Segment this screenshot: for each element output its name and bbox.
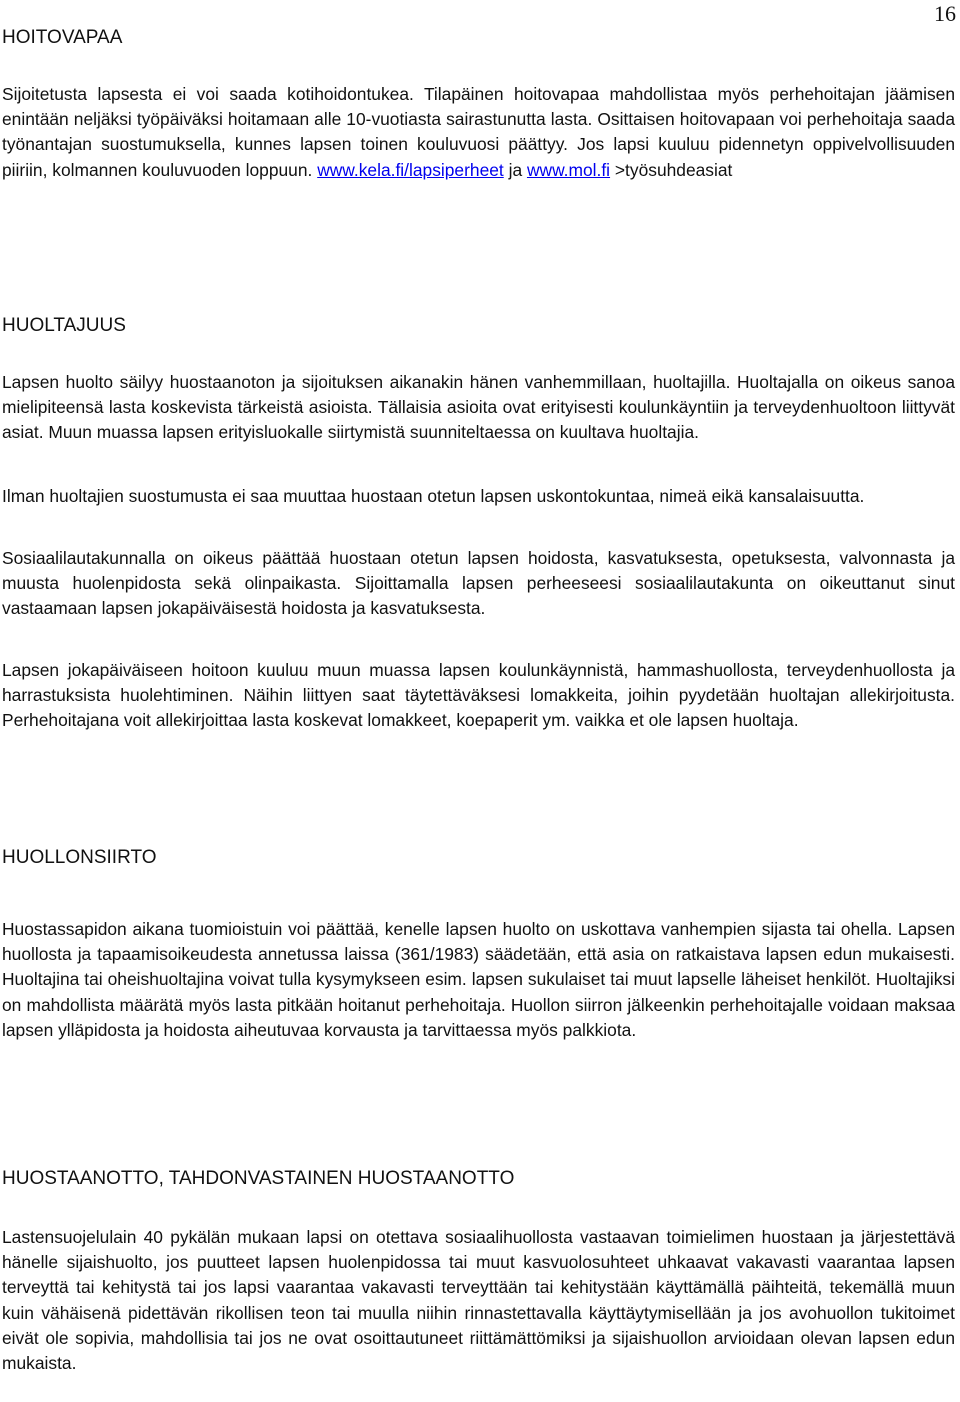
- section-heading-hoitovapaa: HOITOVAPAA: [2, 27, 123, 48]
- link-kela[interactable]: www.kela.fi/lapsiperheet: [317, 159, 504, 180]
- paragraph-text-suffix: >työsuhdeasiat: [610, 159, 733, 180]
- section-heading-huollonsiirto: HUOLLONSIIRTO: [2, 847, 157, 868]
- paragraph-huoltajuus-4: Lapsen jokapäiväiseen hoitoon kuuluu muun muassa lapsen koulunkäynnistä, hammashuollosta, terveydenhuollosta ja harrastuksista huolehtiminen. Näihin liittyen saat täytettäväksesi lomakkeita, joihin pyydetään huoltajan allekirjoitusta. Perhehoitajana voit allekirjoittaa lasta koskevat lomakkeet, koepaperit ym. vaikka et ole lapsen huoltaja.: [2, 660, 955, 731]
- section-heading-huoltajuus: HUOLTAJUUS: [2, 315, 126, 336]
- paragraph-huoltajuus-1: Lapsen huolto säilyy huostaanoton ja sijoituksen aikanakin hänen vanhemmillaan, huoltajilla. Huoltajalla on oikeus sanoa mielipiteensä lasta koskevista tärkeistä asioista. Tällaisia asioita ovat erityisesti koulunkäyntiin ja terveydenhuoltoon liittyvät asiat. Muun muassa lapsen erityisluokalle siirtymistä suunniteltaessa on kuultava huoltajia.: [2, 372, 955, 443]
- paragraph-huoltajuus-3: Sosiaalilautakunnalla on oikeus päättää huostaan otetun lapsen hoidosta, kasvatuksesta, opetuksesta, valvonnasta ja muusta huolenpidosta sekä olinpaikasta. Sijoittamalla lapsen perheeseesi sosiaalilautakunta on oikeuttanut sinut vastaamaan lapsen jokapäiväisestä hoidosta ja kasvatuksesta.: [2, 548, 955, 619]
- paragraph-huostaanotto: Lastensuojelulain 40 pykälän mukaan lapsi on otettava sosiaalihuollosta vastaavan toimielimen huostaan ja järjestettävä hänelle sijaishuolto, jos puutteet lapsen huolenpidossa tai muut kasvuolosuhteet uhkaavat vakavasti vaarantaa lapsen terveyttä tai kehitystä tai jos lapsi vaarantaa vakavasti terveyttään tai kehitystään käyttämällä päihteitä, tekemällä muun kuin vähäisenä pidettävän rikollisen teon tai muulla niihin rinnastettavalla käyttäytymisellään ja jos avohuollon tukitoimet eivät ole sopivia, mahdollisia tai jos ne ovat osoittautuneet riittämättömiksi ja sijaishuollon arvioidaan olevan lapsen edun mukaista.: [2, 1227, 955, 1374]
- paragraph-hoitovapaa: [2, 82, 955, 183]
- section-heading-huostaanotto: HUOSTAANOTTO, TAHDONVASTAINEN HUOSTAANOTTO: [2, 1168, 515, 1189]
- paragraph-huoltajuus-2: Ilman huoltajien suostumusta ei saa muuttaa huostaan otetun lapsen uskontokuntaa, nimeä eikä kansalaisuutta.: [2, 486, 865, 506]
- page-number: 16: [934, 1, 956, 26]
- paragraph-text-connector: ja: [503, 159, 527, 180]
- paragraph-huollonsiirto: Huostassapidon aikana tuomioistuin voi päättää, kenelle lapsen huolto on uskottava vanhempien sijasta tai ohella. Lapsen huollosta ja tapaamisoikeudesta annetussa laissa (361/1983) säädetään, että asia on ratkaistava lapsen edun mukaisesti. Huoltajina tai oheishuoltajina voivat tulla kysymykseen esim. lapsen sukulaiset tai muut lapselle läheiset henkilöt. Huoltajiksi on mahdollista määrätä myös lasta pitkään hoitanut perhehoitaja. Huollon siirron jälkeenkin perhehoitajalle voidaan maksaa lapsen ylläpidosta ja hoidosta aiheutuvaa korvausta ja tarvittaessa myös palkkiota.: [2, 919, 955, 1040]
- paragraph-text: Sijoitetusta lapsesta ei voi saada kotihoidontukea. Tilapäinen hoitovapaa mahdollistaa myös perhehoitajan jäämisen enintään neljäksi työpäiväksi hoitamaan alle 10-vuotiasta sairastunutta lasta. Osittaisen hoitovapaan voi perhehoitaja saada työnantajan suostumuksella, kunnes lapsen toinen kouluvuosi päättyy. Jos lapsi kuuluu pidennetyn oppivelvollisuuden piiriin, kolmannen kouluvuoden loppuun.: [2, 84, 955, 180]
- link-mol[interactable]: www.mol.fi: [526, 159, 611, 180]
